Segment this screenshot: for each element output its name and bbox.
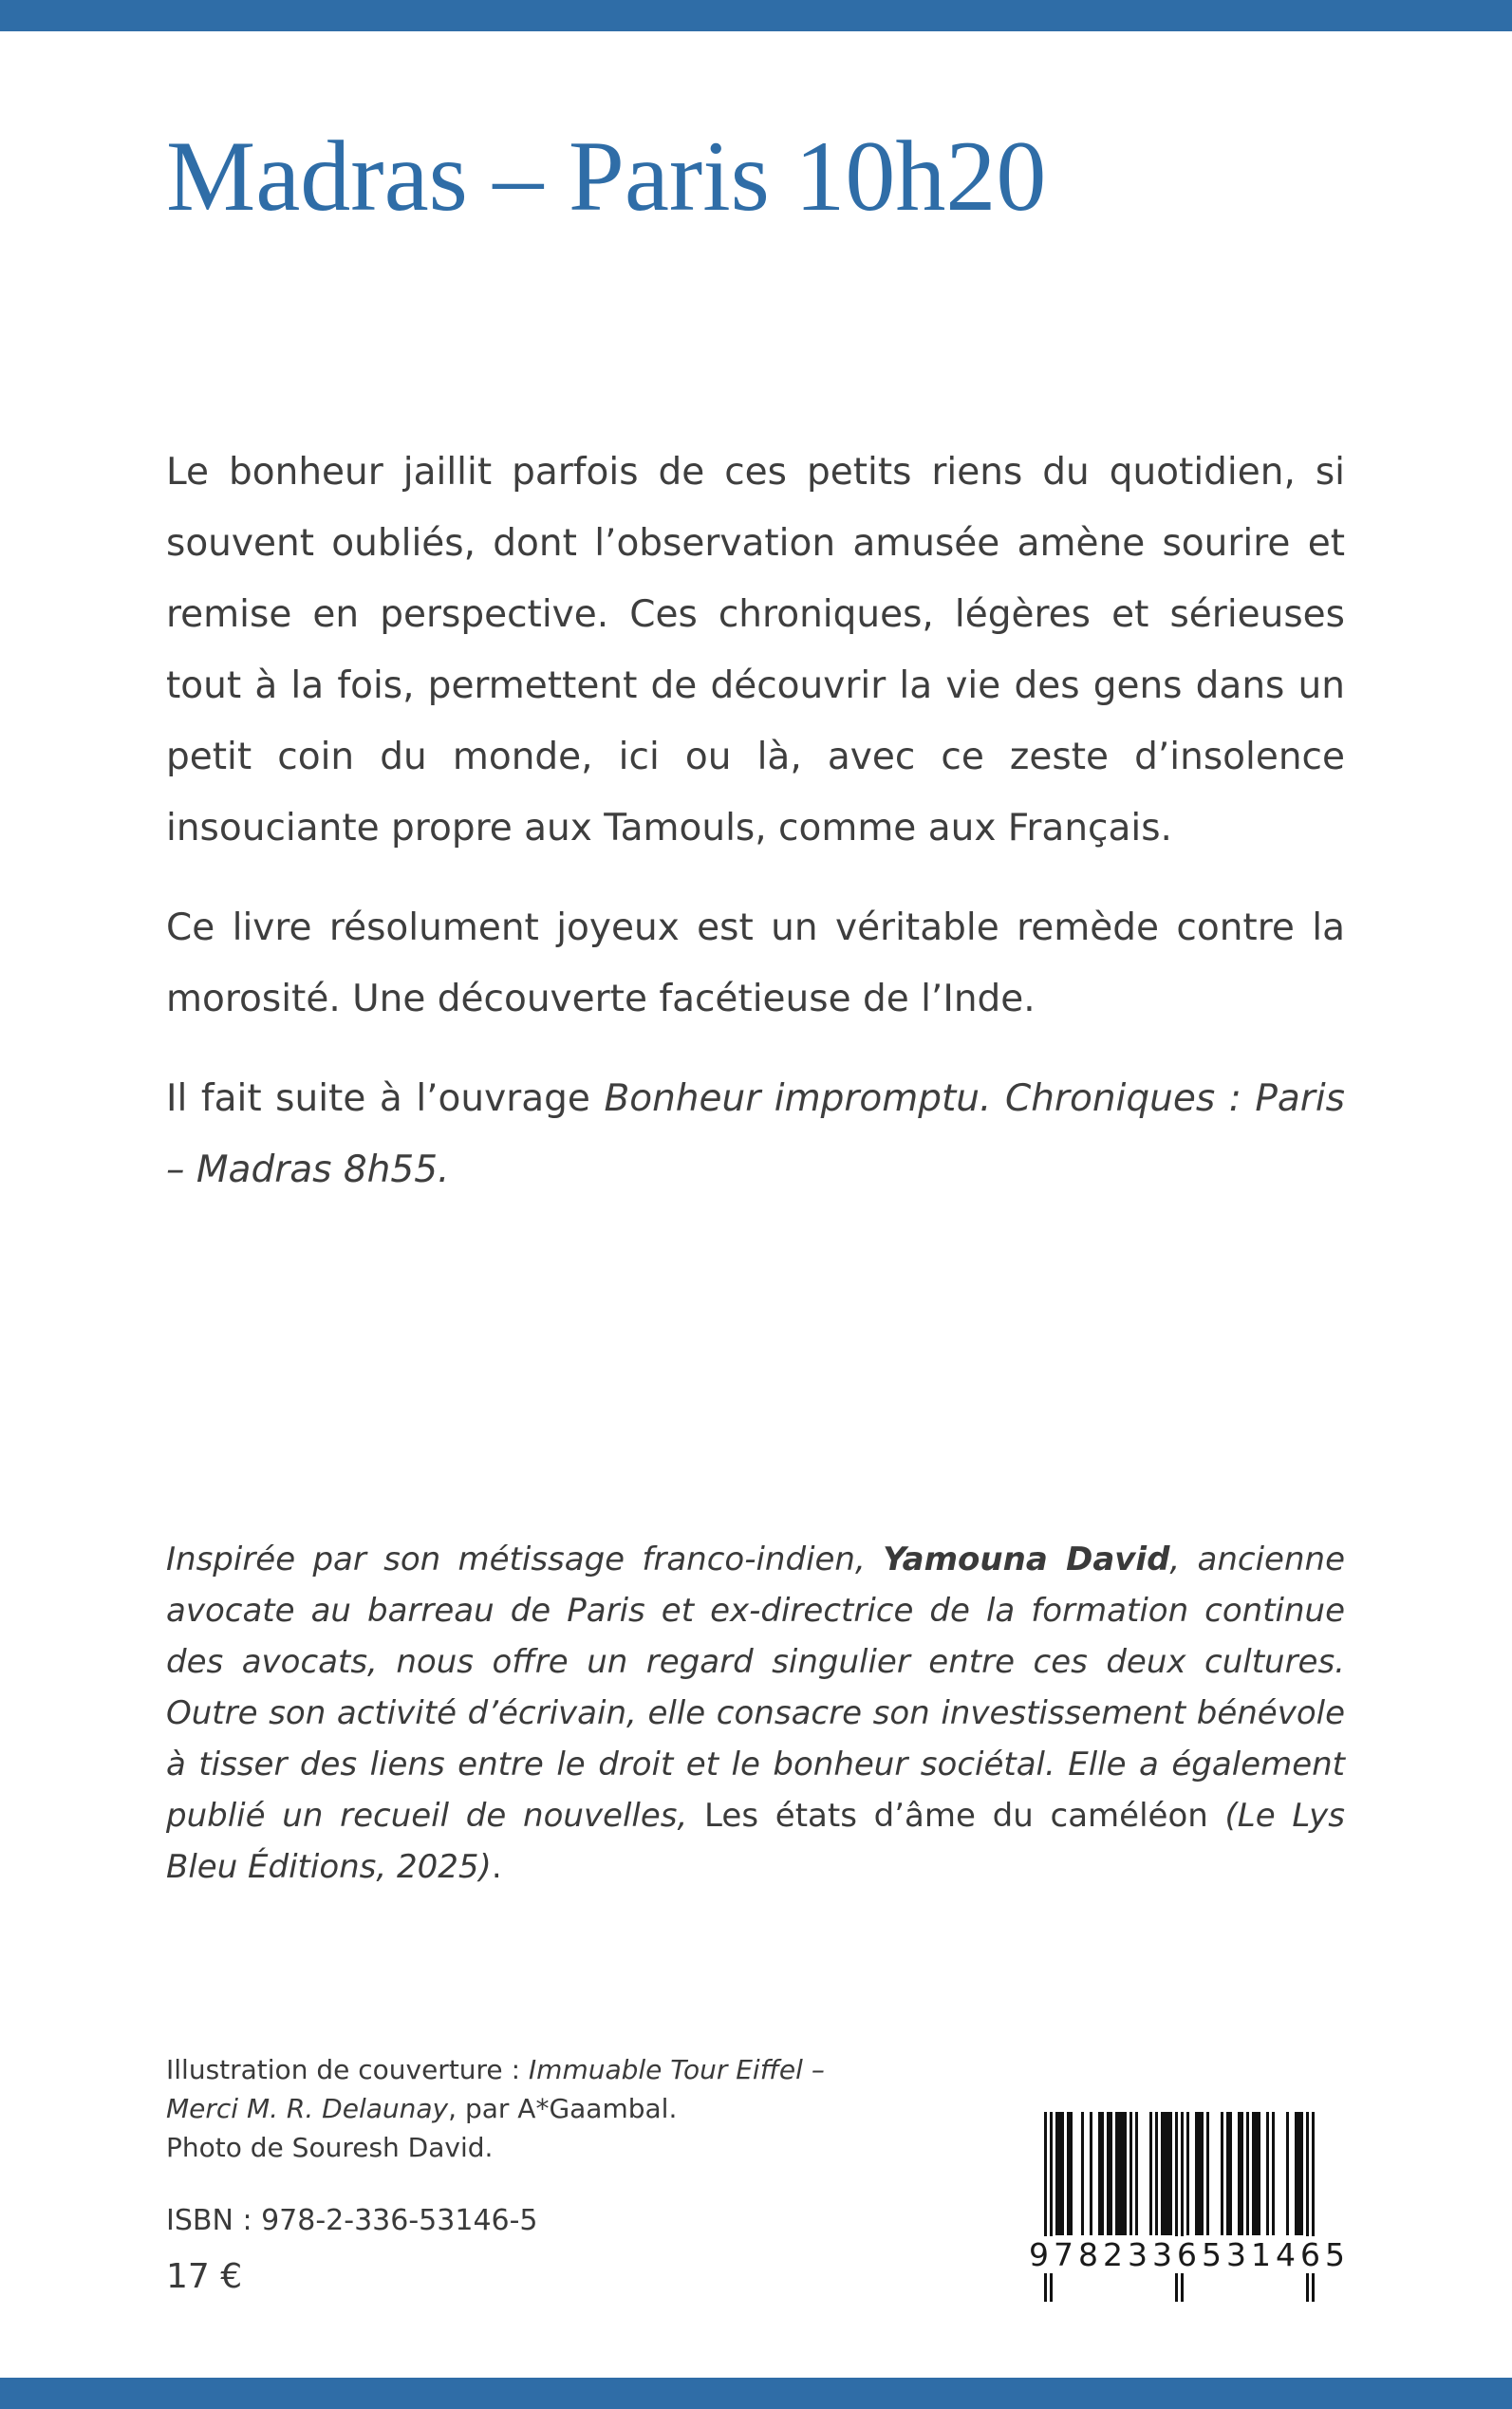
bio-text-2: , ancienne avocate au barreau de Paris et ex-directrice de la formation continue des avocats, nous offre un regard singulier entre ces deux cultures. Outre son activité d’écrivain, elle consacre son investissement bénévole à tisser des liens entre le droit et le bonheur sociétal. Elle a également publié un recueil de nouvelles, — [166, 1541, 1345, 1835]
barcode-bar — [1070, 2112, 1073, 2235]
bio-text-1: Inspirée par son métissage franco-indien, — [166, 1541, 884, 1578]
barcode-bar — [1221, 2112, 1223, 2235]
barcode-bar — [1295, 2112, 1297, 2235]
barcode-bar — [1186, 2112, 1189, 2235]
author-name: Yamouna David — [883, 1541, 1170, 1578]
barcode-bar — [1306, 2112, 1309, 2302]
barcode-bar — [1044, 2112, 1047, 2302]
barcode-bar — [1081, 2112, 1084, 2235]
barcode-bar — [1272, 2112, 1275, 2235]
barcode-bar — [1181, 2112, 1184, 2302]
credits-illustration-title: Immuable Tour Eiffel – — [528, 2054, 825, 2085]
barcode-bar — [1201, 2112, 1204, 2235]
barcode-bar — [1115, 2112, 1118, 2235]
barcode-bar — [1258, 2112, 1260, 2235]
barcode-bar — [1198, 2112, 1201, 2235]
isbn: ISBN : 978-2-336-53146-5 — [166, 2204, 538, 2237]
author-bio — [166, 1534, 1345, 1893]
price: 17 € — [166, 2257, 243, 2296]
barcode-bar — [1149, 2112, 1152, 2235]
barcode-bar — [1055, 2112, 1058, 2235]
previous-book-title: Bonheur impromptu. Chroniques : Paris – Madras 8h55. — [166, 1077, 1345, 1191]
barcode-bar — [1050, 2112, 1053, 2302]
barcode-bar — [1101, 2112, 1104, 2235]
barcode-bar — [1098, 2112, 1101, 2235]
barcode-bar — [1229, 2112, 1232, 2235]
barcode-bar — [1241, 2112, 1243, 2235]
barcode-bar — [1061, 2112, 1064, 2235]
barcode-bar — [1206, 2112, 1209, 2235]
blurb-paragraph-3-text: Il fait suite à l’ouvrage — [166, 1077, 605, 1120]
credits-illustration-label: Illustration de couverture : — [166, 2054, 529, 2085]
barcode-bar — [1121, 2112, 1124, 2235]
barcode-bar — [1300, 2112, 1303, 2235]
bio-end: . — [491, 1848, 502, 1886]
barcode-bar — [1266, 2112, 1269, 2235]
bio-book-title: Les états d’âme du caméléon — [687, 1797, 1225, 1835]
barcode-bar — [1252, 2112, 1255, 2235]
credits-photo: Photo de Souresh David. — [166, 2132, 494, 2163]
barcode-bar — [1155, 2112, 1158, 2235]
barcode-bar — [1312, 2112, 1315, 2302]
barcode-bar — [1169, 2112, 1172, 2235]
barcode-bar — [1255, 2112, 1258, 2235]
barcode-bar — [1164, 2112, 1167, 2235]
credits-illustration-thanks: Merci M. R. Delaunay — [166, 2093, 449, 2124]
barcode-bar — [1124, 2112, 1127, 2235]
barcode-bar — [1090, 2112, 1092, 2235]
barcode-bar — [1238, 2112, 1241, 2235]
barcode-bar — [1135, 2112, 1138, 2235]
barcode-bars — [1027, 2112, 1350, 2306]
barcode-bar — [1107, 2112, 1110, 2235]
bottom-color-band — [0, 2378, 1512, 2409]
barcode-bar — [1175, 2112, 1178, 2302]
barcode-bar — [1195, 2112, 1198, 2235]
credits-line-2 — [166, 2089, 825, 2128]
barcode-bar — [1226, 2112, 1229, 2235]
blurb-paragraph-1: Le bonheur jaillit parfois de ces petits riens du quotidien, si souvent oubliés, dont l’observation amusée amène sourire et remise en perspective. Ces chroniques, légères et sérieuses tout à la fois, permettent de découvrir la vie des gens dans un petit coin du monde, ici ou là, avec ce zeste d’insolence insouciante propre aux Tamouls, comme aux Français. — [166, 451, 1345, 850]
bio-publisher: (Le Lys Bleu Éditions, 2025) — [166, 1797, 1345, 1886]
barcode-bar — [1129, 2112, 1132, 2235]
credits-line-1 — [166, 2050, 825, 2089]
barcode-digits: 9782336531465 — [1029, 2236, 1350, 2273]
barcode-bar — [1286, 2112, 1289, 2235]
cover-credits — [166, 2050, 825, 2167]
barcode-bar — [1118, 2112, 1121, 2235]
ean-barcode — [1027, 2112, 1350, 2306]
barcode-bar — [1067, 2112, 1070, 2235]
barcode-bar — [1167, 2112, 1169, 2235]
barcode-bar — [1161, 2112, 1164, 2235]
blurb-paragraph-3 — [166, 1063, 1345, 1205]
barcode-bar — [1058, 2112, 1061, 2235]
top-color-band — [0, 0, 1512, 31]
book-title: Madras – Paris 10h20 — [166, 121, 1047, 232]
credits-illustrator: , par A*Gaambal. — [448, 2093, 678, 2124]
barcode-bar — [1110, 2112, 1112, 2235]
barcode-bar — [1246, 2112, 1249, 2235]
back-cover-blurb — [166, 437, 1345, 1205]
blurb-paragraph-2: Ce livre résolument joyeux est un véritable remède contre la morosité. Une découverte facétieuse de l’Inde. — [166, 906, 1345, 1020]
barcode-bar — [1297, 2112, 1300, 2235]
